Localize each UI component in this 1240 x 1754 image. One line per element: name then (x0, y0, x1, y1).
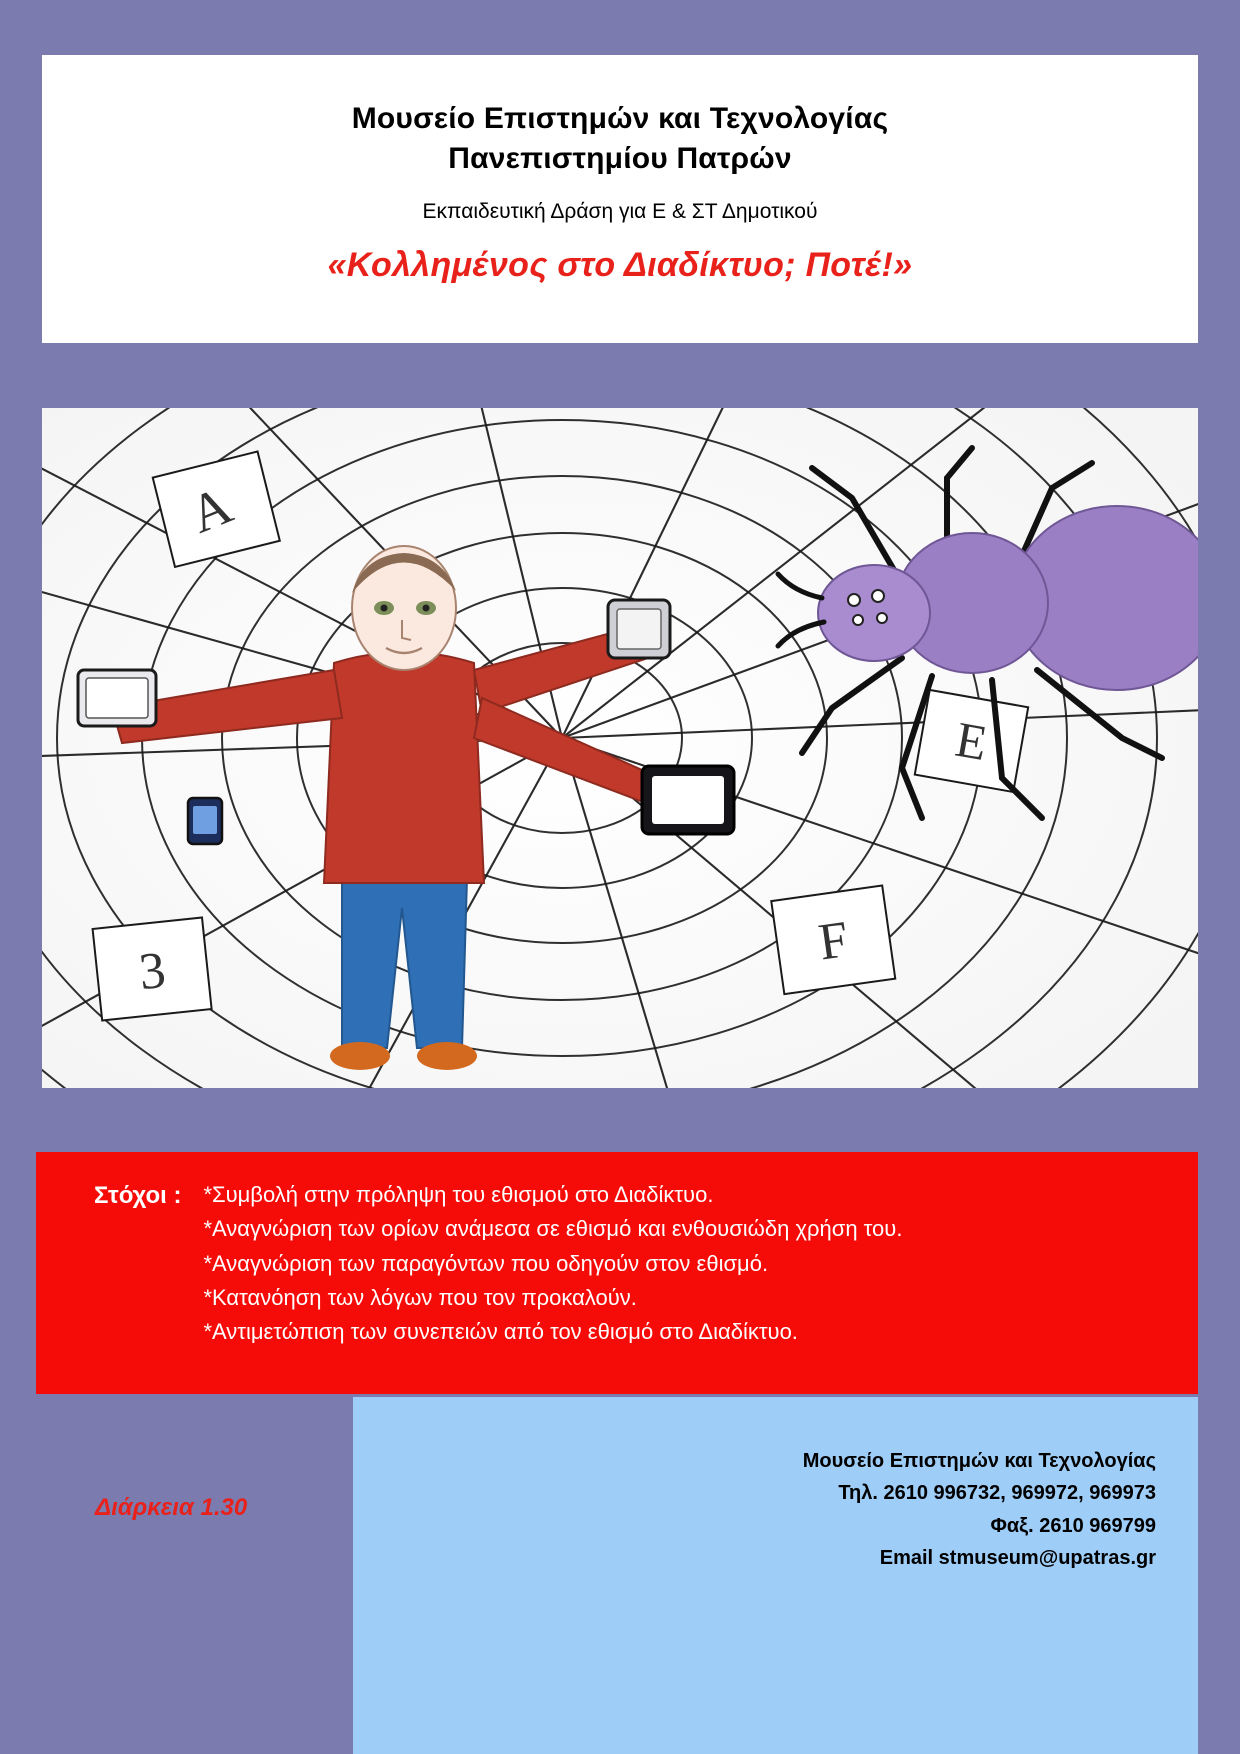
contact-organization: Μουσείο Επιστημών και Τεχνολογίας (802, 1450, 1156, 1472)
svg-text:E: E (951, 710, 992, 772)
goal-item: *Αναγνώριση των παραγόντων που οδηγούν στον εθισμό. (203, 1250, 769, 1276)
organization-name-line1: Μουσείο Επιστημών και Τεχνολογίας (351, 102, 889, 135)
contact-phone: Τηλ. 2610 996732, 969972, 969973 (838, 1482, 1156, 1505)
header-card (42, 55, 1198, 343)
duration-label: Διάρκεια 1.30 (95, 1494, 248, 1521)
organization-name-line2: Πανεπιστημίου Πατρών (448, 141, 792, 175)
svg-text:F: F (815, 911, 852, 972)
goal-item: *Αντιμετώπιση των συνεπειών από τον εθισμό στο Διαδίκτυο. (203, 1319, 798, 1344)
goal-item: *Κατανόηση των λόγων που τον προκαλούν. (203, 1284, 637, 1310)
illustration-drawing (42, 408, 1198, 1088)
contact-email: Email stmuseum@upatras.gr (879, 1547, 1156, 1570)
goals-label: Στόχοι : (94, 1182, 182, 1209)
program-title: «Κολλημένος στο Διαδίκτυο; Ποτέ!» (327, 246, 913, 285)
svg-text:3: 3 (136, 941, 169, 1002)
illustration-image (42, 408, 1198, 1088)
goals-section (36, 1152, 1198, 1394)
goals-list (203, 1180, 902, 1346)
audience-subtitle: Εκπαιδευτική Δράση για Ε & ΣΤ Δημοτικού (422, 200, 818, 224)
goal-item: *Συμβολή στην πρόληψη του εθισμού στο Διαδίκτυο. (203, 1182, 714, 1207)
goal-item: *Αναγνώριση των ορίων ανάμεσα σε εθισμό και ενθουσιώδη χρήση του. (203, 1216, 903, 1242)
svg-text:A: A (181, 474, 241, 545)
contact-fax: Φαξ. 2610 969799 (990, 1514, 1156, 1537)
contact-block (353, 1397, 1198, 1754)
